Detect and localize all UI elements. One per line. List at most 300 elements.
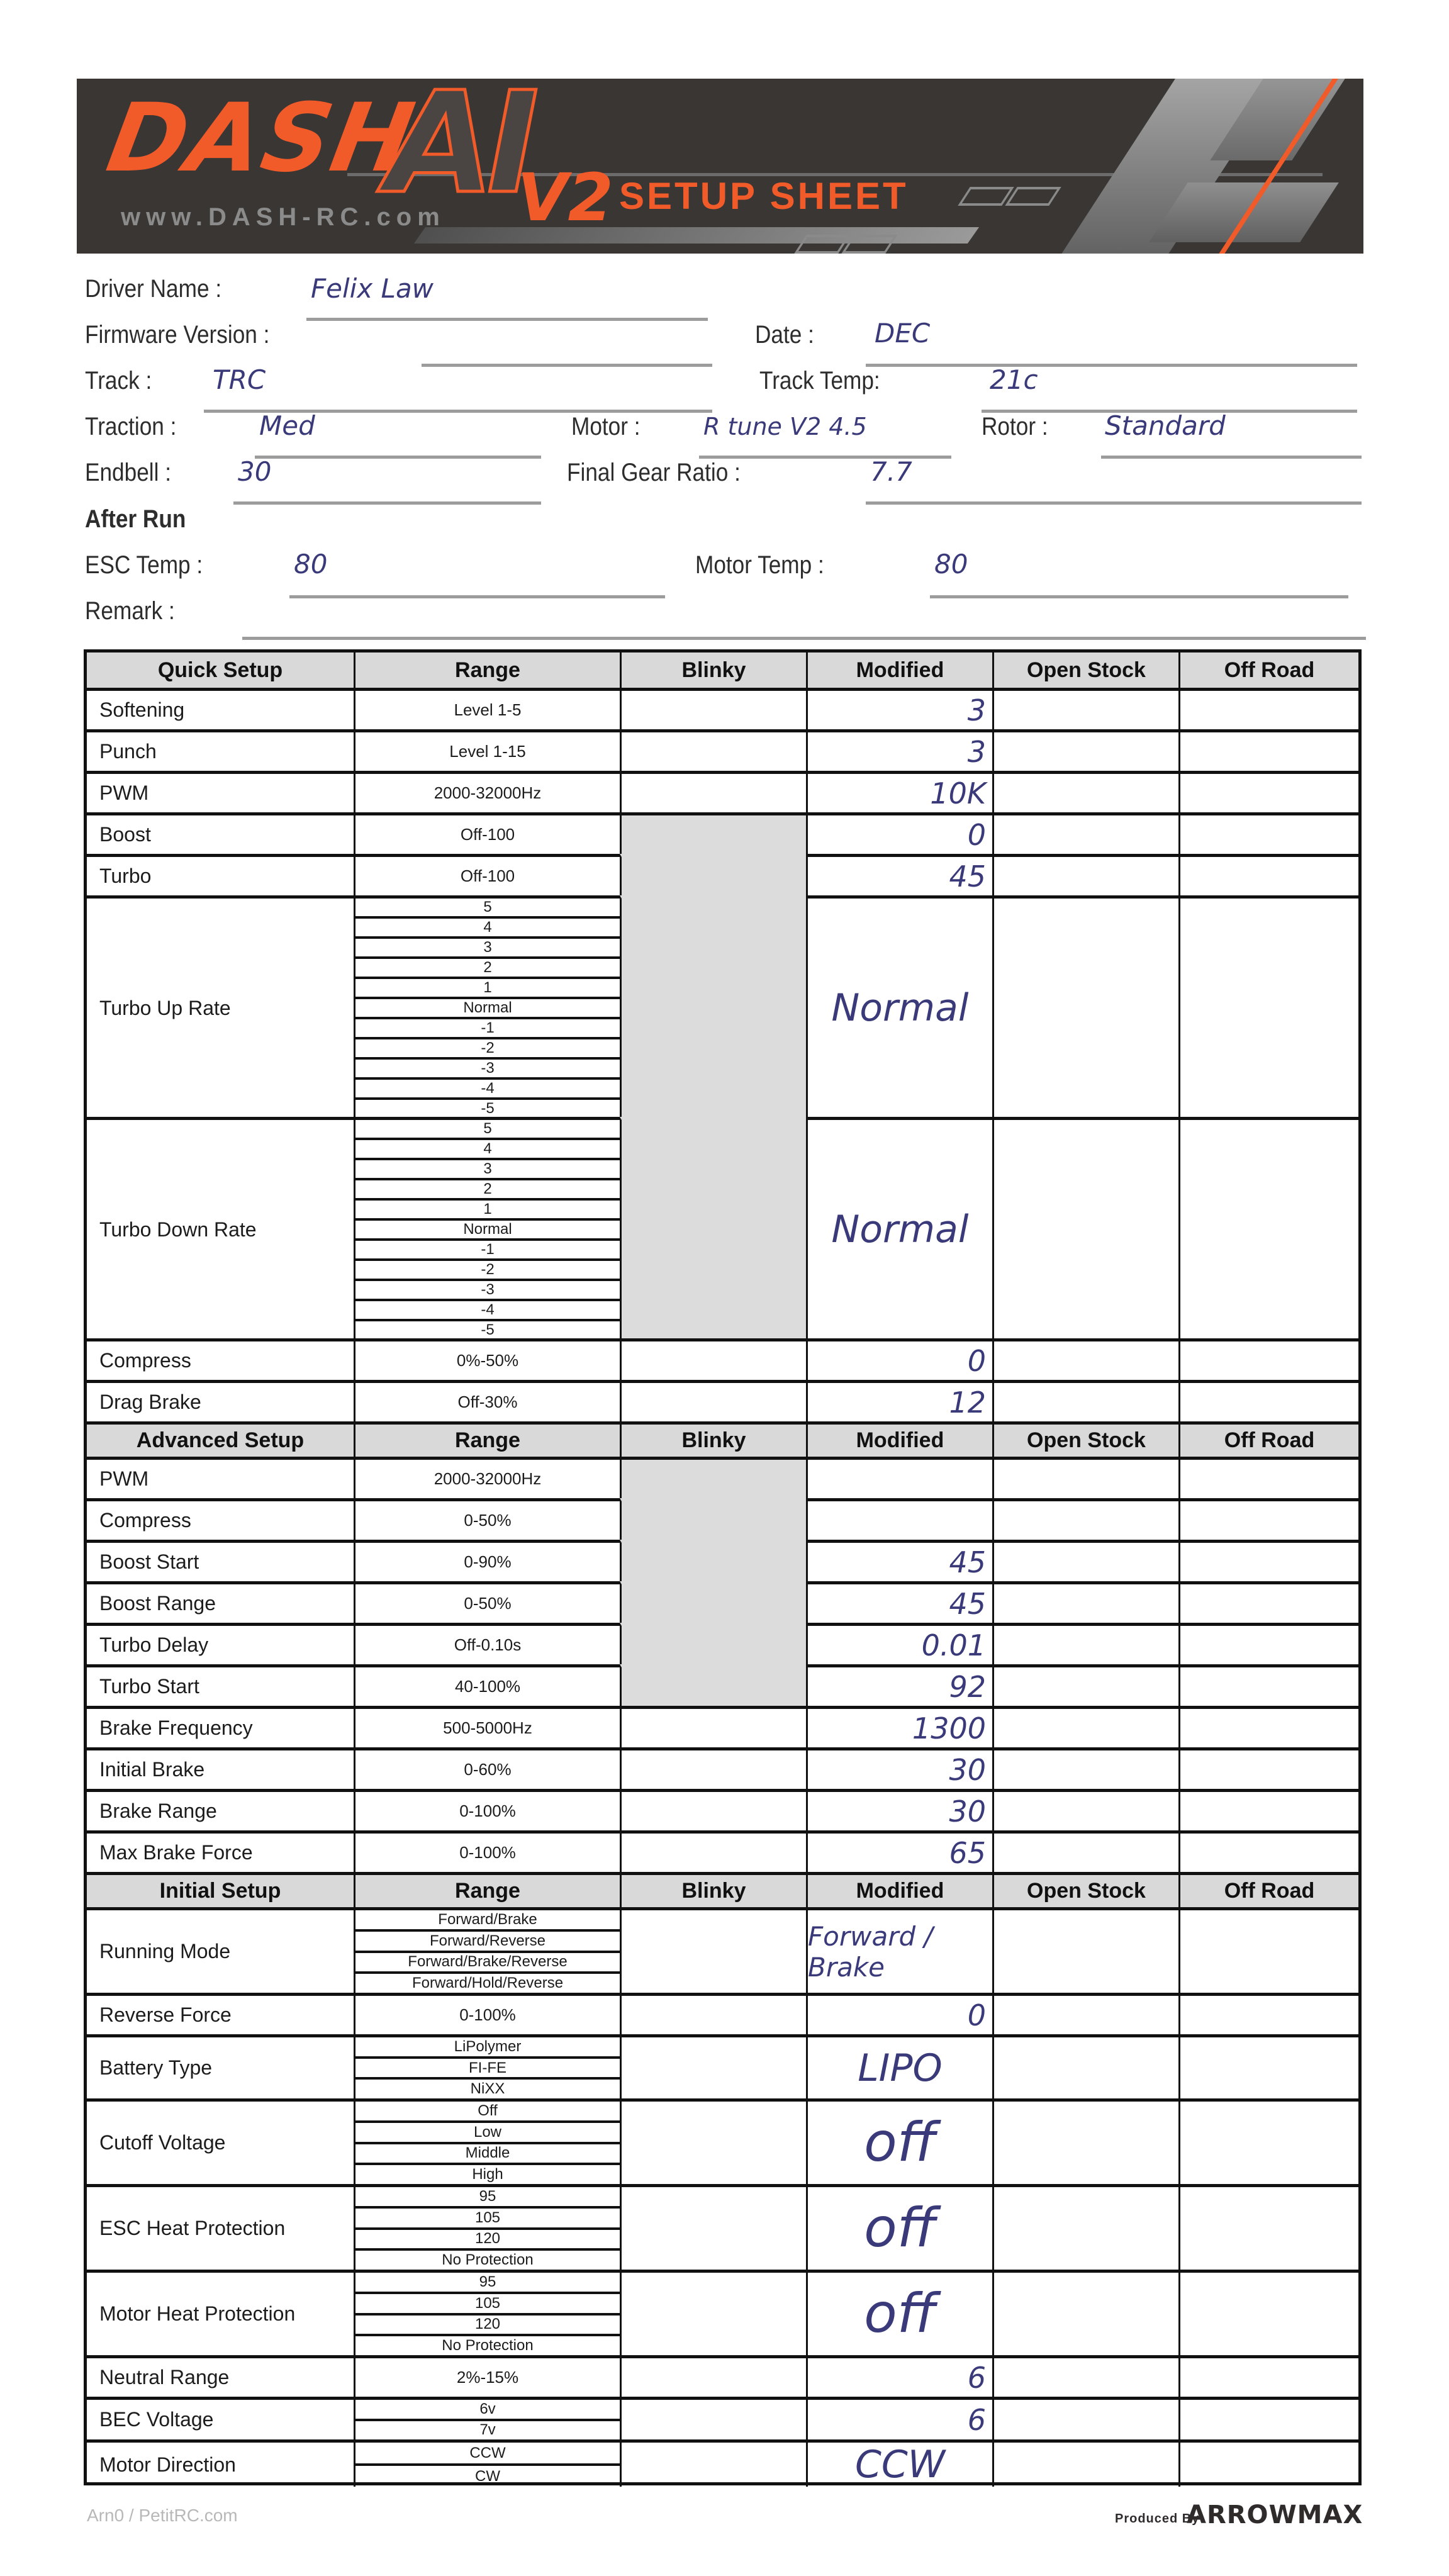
dash-logo: DASH <box>99 84 423 193</box>
off-road-cell[interactable] <box>1178 1117 1358 1339</box>
range-option: 0-60% <box>464 1760 512 1779</box>
row-label: Cutoff Voltage <box>87 2098 354 2184</box>
off-road-cell[interactable] <box>1178 2439 1358 2487</box>
table-row <box>87 2270 1358 2355</box>
table-row <box>87 1380 1358 1421</box>
section-title: Quick Setup <box>87 652 354 688</box>
modified-cell[interactable]: 10K <box>806 771 992 812</box>
table-row <box>87 1830 1358 1872</box>
column-header: Off Road <box>1178 1421 1358 1457</box>
track-temp-label: Track Temp: <box>759 367 880 395</box>
modified-cell[interactable]: off <box>806 2184 992 2270</box>
open-stock-cell[interactable] <box>992 1117 1178 1339</box>
row-label: Battery Type <box>87 2034 354 2098</box>
open-stock-cell[interactable] <box>992 1380 1178 1421</box>
range-option: -5 <box>481 1100 495 1117</box>
range-option: 40-100% <box>454 1677 521 1696</box>
open-stock-cell[interactable] <box>992 1664 1178 1706</box>
range-option: 5 <box>355 1120 620 1140</box>
modified-cell[interactable]: Normal <box>806 1117 992 1339</box>
range-option: -1 <box>355 1019 620 1039</box>
date-value[interactable]: DEC <box>875 318 931 349</box>
open-stock-cell[interactable] <box>992 1540 1178 1581</box>
range-option: 4 <box>355 919 620 939</box>
modified-cell[interactable]: 3 <box>806 729 992 771</box>
produced-by-label: Produced By <box>1115 2512 1200 2526</box>
open-stock-cell[interactable] <box>992 2098 1178 2184</box>
off-road-cell[interactable] <box>1178 1993 1358 2034</box>
table-row <box>87 1498 1358 1540</box>
off-road-cell[interactable] <box>1178 1830 1358 1872</box>
modified-cell[interactable]: 6 <box>806 2355 992 2397</box>
open-stock-cell[interactable] <box>992 2034 1178 2098</box>
range-option: 3 <box>355 1160 620 1180</box>
open-stock-cell[interactable] <box>992 729 1178 771</box>
off-road-cell[interactable] <box>1178 895 1358 1117</box>
firmware-version-underline[interactable] <box>422 364 712 367</box>
section-header-row <box>87 1421 1358 1457</box>
row-range <box>354 2098 620 2184</box>
row-range <box>354 1540 620 1581</box>
final-gear-ratio-label: Final Gear Ratio : <box>567 459 741 486</box>
rotor-underline[interactable] <box>1101 456 1362 459</box>
rotor-label: Rotor : <box>982 413 1048 440</box>
range-option: 0-100% <box>459 1801 516 1820</box>
column-header: Open Stock <box>992 652 1178 688</box>
row-range <box>354 895 620 1117</box>
row-label: BEC Voltage <box>87 2397 354 2439</box>
range-option: Off-100 <box>460 825 515 844</box>
modified-cell[interactable]: 30 <box>806 1789 992 1830</box>
row-label: Turbo Down Rate <box>87 1117 354 1339</box>
off-road-cell[interactable] <box>1178 1380 1358 1421</box>
section-header-row <box>87 1872 1358 1907</box>
off-road-cell[interactable] <box>1178 854 1358 895</box>
open-stock-cell[interactable] <box>992 854 1178 895</box>
range-option: Middle <box>355 2144 620 2166</box>
date-label: Date : <box>755 321 814 349</box>
blinky-cell[interactable] <box>620 1338 806 1380</box>
range-option: 0-100% <box>459 1843 516 1862</box>
range-option: Forward/Brake/Reverse <box>355 1953 620 1974</box>
table-row <box>87 2355 1358 2397</box>
traction-label: Traction : <box>85 413 177 440</box>
modified-cell[interactable]: 0 <box>806 812 992 854</box>
product-logo: AI <box>386 79 532 225</box>
motor-value[interactable]: R tune V2 4.5 <box>703 413 867 440</box>
range-option: Level 1-5 <box>454 700 522 719</box>
blinky-cell[interactable] <box>620 1457 806 1498</box>
driver-name-underline[interactable] <box>306 318 708 321</box>
after-run-heading: After Run <box>85 505 186 533</box>
range-option: 500-5000Hz <box>443 1718 532 1737</box>
blinky-cell[interactable] <box>620 1498 806 1540</box>
table-row <box>87 1907 1358 1993</box>
modified-cell[interactable]: 1300 <box>806 1706 992 1747</box>
blinky-cell[interactable] <box>620 2034 806 2098</box>
range-option: Forward/Hold/Reverse <box>411 1974 564 1992</box>
setup-table <box>84 649 1362 2485</box>
off-road-cell[interactable] <box>1178 1338 1358 1380</box>
traction-underline[interactable] <box>255 456 541 459</box>
column-header: Open Stock <box>992 1872 1178 1907</box>
modified-cell[interactable]: Forward / Brake <box>806 1907 992 1993</box>
website-url: www.DASH-RC.com <box>121 203 445 231</box>
table-row <box>87 1457 1358 1498</box>
table-row <box>87 1540 1358 1581</box>
remark-underline[interactable] <box>242 637 1366 640</box>
modified-cell[interactable]: 92 <box>806 1664 992 1706</box>
range-option: 2000-32000Hz <box>434 783 542 802</box>
column-header: Blinky <box>620 652 806 688</box>
table-row <box>87 895 1358 1117</box>
column-header: Modified <box>806 652 992 688</box>
row-range <box>354 1457 620 1498</box>
column-header: Off Road <box>1178 652 1358 688</box>
modified-cell[interactable]: 45 <box>806 854 992 895</box>
banner-outline-box <box>958 187 1014 206</box>
esc-temp-underline[interactable] <box>289 595 665 598</box>
modified-cell[interactable]: 0 <box>806 1338 992 1380</box>
esc-temp-value[interactable]: 80 <box>294 549 328 580</box>
table-row <box>87 729 1358 771</box>
row-range <box>354 1117 620 1339</box>
range-option: CCW <box>355 2443 620 2466</box>
blinky-cell[interactable] <box>620 1789 806 1830</box>
off-road-cell[interactable] <box>1178 1457 1358 1498</box>
off-road-cell[interactable] <box>1178 688 1358 729</box>
range-option: -5 <box>481 1321 495 1338</box>
open-stock-cell[interactable] <box>992 1498 1178 1540</box>
blinky-cell[interactable] <box>620 2397 806 2439</box>
open-stock-cell[interactable] <box>992 895 1178 1117</box>
motor-temp-value[interactable]: 80 <box>934 549 968 580</box>
row-range <box>354 812 620 854</box>
row-label: PWM <box>87 1457 354 1498</box>
row-range <box>354 688 620 729</box>
open-stock-cell[interactable] <box>992 1907 1178 1993</box>
credit-text: Arn0 / PetitRC.com <box>87 2506 238 2525</box>
range-option: Off <box>355 2102 620 2123</box>
range-option: Normal <box>355 999 620 1019</box>
row-label: Boost Range <box>87 1581 354 1623</box>
blinky-cell[interactable] <box>620 2098 806 2184</box>
off-road-cell[interactable] <box>1178 771 1358 812</box>
modified-cell[interactable]: 0.01 <box>806 1623 992 1664</box>
row-label: Turbo Delay <box>87 1623 354 1664</box>
blinky-cell[interactable] <box>620 1540 806 1581</box>
rotor-value[interactable]: Standard <box>1105 410 1226 441</box>
blinky-cell[interactable] <box>620 1830 806 1872</box>
range-option: High <box>472 2166 503 2183</box>
row-range <box>354 2270 620 2355</box>
blinky-cell[interactable] <box>620 1380 806 1421</box>
range-option: 120 <box>355 2316 620 2337</box>
table-row <box>87 812 1358 854</box>
open-stock-cell[interactable] <box>992 1830 1178 1872</box>
off-road-cell[interactable] <box>1178 1581 1358 1623</box>
row-range <box>354 2184 620 2270</box>
open-stock-cell[interactable] <box>992 771 1178 812</box>
row-label: Brake Frequency <box>87 1706 354 1747</box>
range-option: FI-FE <box>355 2059 620 2080</box>
range-option: No Protection <box>442 2251 534 2269</box>
header-banner <box>77 79 1363 254</box>
blinky-cell[interactable] <box>620 812 806 854</box>
range-option: 1 <box>355 979 620 999</box>
range-option: 0-50% <box>464 1511 512 1530</box>
row-label: Boost <box>87 812 354 854</box>
range-option: 2 <box>355 959 620 979</box>
open-stock-cell[interactable] <box>992 2184 1178 2270</box>
table-row <box>87 1581 1358 1623</box>
off-road-cell[interactable] <box>1178 1623 1358 1664</box>
arrowmax-logo: ARROWMAX <box>1187 2500 1363 2529</box>
modified-cell[interactable]: 0 <box>806 1993 992 2034</box>
table-row <box>87 1117 1358 1338</box>
row-range <box>354 729 620 771</box>
range-option: 3 <box>355 939 620 959</box>
off-road-cell[interactable] <box>1178 729 1358 771</box>
range-option: Off-30% <box>457 1392 518 1411</box>
modified-cell[interactable]: 3 <box>806 688 992 729</box>
row-label: Brake Range <box>87 1789 354 1830</box>
firmware-version-label: Firmware Version : <box>85 321 270 349</box>
range-option: 0-100% <box>459 2005 516 2024</box>
table-row <box>87 688 1358 729</box>
open-stock-cell[interactable] <box>992 1338 1178 1380</box>
row-label: Compress <box>87 1338 354 1380</box>
range-option: 1 <box>355 1201 620 1221</box>
range-option: NiXX <box>470 2080 505 2098</box>
driver-name-value[interactable]: Felix Law <box>311 273 434 304</box>
modified-cell[interactable]: LIPO <box>806 2034 992 2098</box>
table-row <box>87 1789 1358 1830</box>
row-label: Turbo <box>87 854 354 895</box>
row-range <box>354 2397 620 2439</box>
row-label: Drag Brake <box>87 1380 354 1421</box>
row-label: Turbo Up Rate <box>87 895 354 1117</box>
row-label: Motor Heat Protection <box>87 2270 354 2355</box>
blinky-cell[interactable] <box>620 1747 806 1789</box>
endbell-value[interactable]: 30 <box>238 456 272 487</box>
modified-cell[interactable]: CCW <box>806 2439 992 2487</box>
modified-cell[interactable]: 65 <box>806 1830 992 1872</box>
open-stock-cell[interactable] <box>992 1747 1178 1789</box>
final-gear-ratio-underline[interactable] <box>866 501 1362 505</box>
open-stock-cell[interactable] <box>992 2355 1178 2397</box>
blinky-cell[interactable] <box>620 2184 806 2270</box>
modified-cell[interactable]: off <box>806 2098 992 2184</box>
row-label: ESC Heat Protection <box>87 2184 354 2270</box>
range-option: 5 <box>355 899 620 919</box>
modified-cell[interactable] <box>806 1457 992 1498</box>
range-option: -2 <box>355 1039 620 1060</box>
row-label: Turbo Start <box>87 1664 354 1706</box>
off-road-cell[interactable] <box>1178 2397 1358 2439</box>
track-temp-value[interactable]: 21c <box>990 364 1038 395</box>
off-road-cell[interactable] <box>1178 1664 1358 1706</box>
off-road-cell[interactable] <box>1178 1540 1358 1581</box>
table-row <box>87 1338 1358 1380</box>
row-label: Initial Brake <box>87 1747 354 1789</box>
modified-cell[interactable]: off <box>806 2270 992 2355</box>
open-stock-cell[interactable] <box>992 1581 1178 1623</box>
row-range <box>354 1747 620 1789</box>
row-range <box>354 771 620 812</box>
off-road-cell[interactable] <box>1178 1498 1358 1540</box>
blinky-cell[interactable] <box>620 729 806 771</box>
open-stock-cell[interactable] <box>992 812 1178 854</box>
range-option: 105 <box>355 2209 620 2230</box>
blinky-cell[interactable] <box>620 2439 806 2487</box>
off-road-cell[interactable] <box>1178 1747 1358 1789</box>
open-stock-cell[interactable] <box>992 1623 1178 1664</box>
row-range <box>354 1623 620 1664</box>
range-option: 7v <box>479 2421 496 2439</box>
blinky-cell[interactable] <box>620 1581 806 1623</box>
open-stock-cell[interactable] <box>992 2397 1178 2439</box>
endbell-label: Endbell : <box>85 459 171 486</box>
range-option: -3 <box>355 1281 620 1301</box>
column-header: Range <box>354 652 620 688</box>
row-range <box>354 1338 620 1380</box>
table-row <box>87 1664 1358 1706</box>
table-row <box>87 2439 1358 2487</box>
row-label: Reverse Force <box>87 1993 354 2034</box>
off-road-cell[interactable] <box>1178 812 1358 854</box>
blinky-cell[interactable] <box>620 1664 806 1706</box>
off-road-cell[interactable] <box>1178 2270 1358 2355</box>
section-title: Advanced Setup <box>87 1421 354 1457</box>
range-option: -3 <box>355 1060 620 1080</box>
motor-temp-underline[interactable] <box>930 595 1348 598</box>
table-row <box>87 771 1358 812</box>
row-label: Compress <box>87 1498 354 1540</box>
blinky-cell[interactable] <box>620 854 806 895</box>
blinky-cell[interactable] <box>620 895 806 1117</box>
range-option: 2%-15% <box>456 2368 519 2387</box>
off-road-cell[interactable] <box>1178 2184 1358 2270</box>
blinky-cell[interactable] <box>620 2355 806 2397</box>
table-row <box>87 854 1358 895</box>
open-stock-cell[interactable] <box>992 1706 1178 1747</box>
blinky-cell[interactable] <box>620 1706 806 1747</box>
range-option: Off-100 <box>460 866 515 885</box>
range-option: LiPolymer <box>355 2037 620 2059</box>
range-option: Level 1-15 <box>449 742 526 761</box>
endbell-underline[interactable] <box>233 501 541 505</box>
modified-cell[interactable]: Normal <box>806 895 992 1117</box>
range-option: CW <box>475 2467 500 2485</box>
open-stock-cell[interactable] <box>992 2270 1178 2355</box>
section-header-row <box>87 652 1358 688</box>
open-stock-cell[interactable] <box>992 1993 1178 2034</box>
table-row <box>87 1747 1358 1789</box>
final-gear-ratio-value[interactable]: 7.7 <box>870 456 912 487</box>
column-header: Modified <box>806 1421 992 1457</box>
modified-cell[interactable]: 30 <box>806 1747 992 1789</box>
blinky-cell[interactable] <box>620 1117 806 1339</box>
row-range <box>354 1581 620 1623</box>
row-label: PWM <box>87 771 354 812</box>
row-range <box>354 1907 620 1993</box>
range-option: Low <box>355 2123 620 2144</box>
open-stock-cell[interactable] <box>992 688 1178 729</box>
off-road-cell[interactable] <box>1178 2355 1358 2397</box>
off-road-cell[interactable] <box>1178 1907 1358 1993</box>
date-underline[interactable] <box>866 364 1357 367</box>
blinky-cell[interactable] <box>620 688 806 729</box>
blinky-cell[interactable] <box>620 2270 806 2355</box>
row-range <box>354 854 620 895</box>
range-option: -4 <box>355 1301 620 1321</box>
range-option: Normal <box>355 1221 620 1241</box>
range-option: -1 <box>355 1241 620 1261</box>
open-stock-cell[interactable] <box>992 1789 1178 1830</box>
motor-label: Motor : <box>571 413 641 440</box>
table-row <box>87 2034 1358 2098</box>
blinky-cell[interactable] <box>620 1907 806 1993</box>
row-label: Softening <box>87 688 354 729</box>
off-road-cell[interactable] <box>1178 1706 1358 1747</box>
row-range <box>354 2439 620 2487</box>
blinky-cell[interactable] <box>620 1623 806 1664</box>
row-range <box>354 2034 620 2098</box>
range-option: 95 <box>355 2187 620 2209</box>
blinky-cell[interactable] <box>620 1993 806 2034</box>
blinky-cell[interactable] <box>620 771 806 812</box>
table-row <box>87 2397 1358 2439</box>
range-option: Forward/Brake <box>355 1910 620 1932</box>
row-label: Neutral Range <box>87 2355 354 2397</box>
modified-cell[interactable]: 6 <box>806 2397 992 2439</box>
row-range <box>354 1380 620 1421</box>
driver-name-label: Driver Name : <box>85 275 222 303</box>
modified-cell[interactable]: 45 <box>806 1540 992 1581</box>
row-label: Running Mode <box>87 1907 354 1993</box>
column-header: Modified <box>806 1872 992 1907</box>
off-road-cell[interactable] <box>1178 1789 1358 1830</box>
row-label: Motor Direction <box>87 2439 354 2487</box>
remark-label: Remark : <box>85 597 175 625</box>
range-option: 2000-32000Hz <box>434 1469 542 1488</box>
modified-cell[interactable]: 45 <box>806 1581 992 1623</box>
range-option: 0-90% <box>464 1552 512 1571</box>
traction-value[interactable]: Med <box>259 410 315 441</box>
table-row <box>87 2184 1358 2270</box>
track-value[interactable]: TRC <box>213 364 266 395</box>
off-road-cell[interactable] <box>1178 2098 1358 2184</box>
column-header: Blinky <box>620 1421 806 1457</box>
off-road-cell[interactable] <box>1178 2034 1358 2098</box>
banner-outline-box <box>1005 187 1061 206</box>
modified-cell[interactable] <box>806 1498 992 1540</box>
table-row <box>87 1993 1358 2034</box>
range-option: 0-50% <box>464 1594 512 1613</box>
sheet-title: SETUP SHEET <box>619 175 909 217</box>
version-label: V2 <box>517 159 613 236</box>
row-range <box>354 1706 620 1747</box>
modified-cell[interactable]: 12 <box>806 1380 992 1421</box>
open-stock-cell[interactable] <box>992 1457 1178 1498</box>
row-range <box>354 2355 620 2397</box>
open-stock-cell[interactable] <box>992 2439 1178 2487</box>
row-range <box>354 1789 620 1830</box>
column-header: Range <box>354 1421 620 1457</box>
range-option: 4 <box>355 1140 620 1160</box>
range-option: Forward/Reverse <box>355 1932 620 1953</box>
